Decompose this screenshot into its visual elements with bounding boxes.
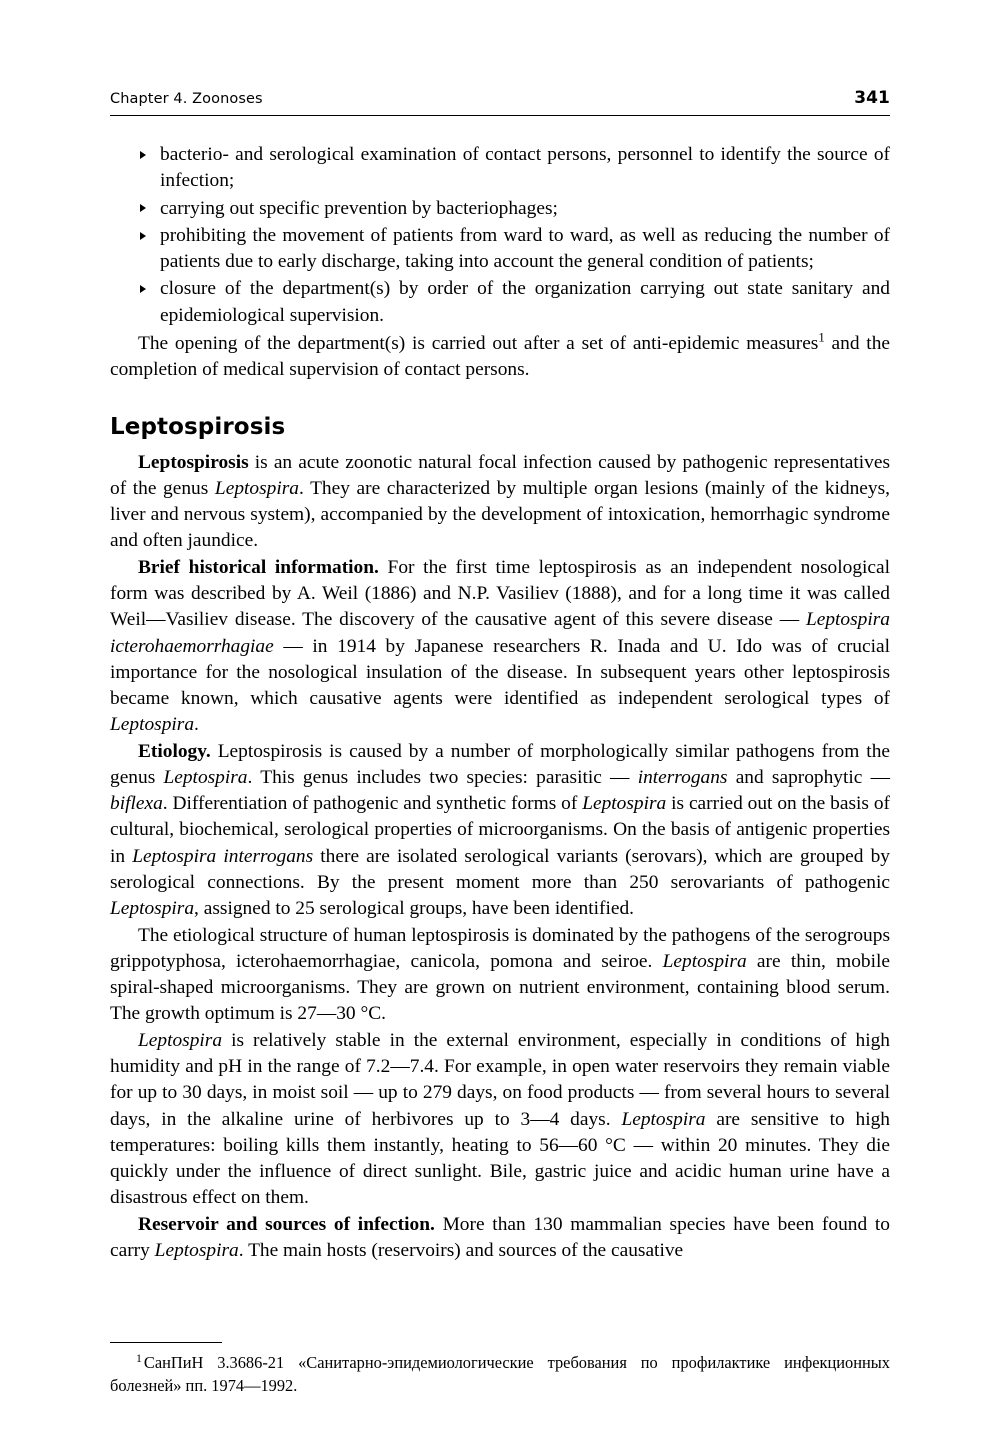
list-item-text: carrying out specific prevention by bacteriophages; xyxy=(160,197,558,219)
triangle-bullet-icon xyxy=(140,232,146,240)
footnote-rule xyxy=(110,1342,222,1343)
paragraph-lead-term: Brief historical information. xyxy=(138,556,379,578)
paragraph-body: is an acute zoonotic natural focal infection caused by pathogenic representatives of the genus Leptospira. They are characterized by multiple organ lesions (mainly of the kidneys, liver and nervous system), accompanied by the development of intoxication, hemorrhagic syndrome and often jaundice. xyxy=(110,451,891,552)
paragraph-opening-note xyxy=(110,331,890,384)
footnote-text xyxy=(110,1352,890,1397)
list-item xyxy=(138,223,890,276)
list-item-text: prohibiting the movement of patients from ward to ward, as well as reducing the number of patients due to early discharge, taking into account the general condition of patients; xyxy=(160,224,890,273)
paragraph-serogroups xyxy=(110,923,890,1028)
paragraph-text-after-note: and the completion of medical supervision of contact persons. xyxy=(110,332,890,381)
running-head-chapter: Chapter 4. Zoonoses xyxy=(110,91,263,107)
paragraph-definition xyxy=(110,450,890,555)
triangle-bullet-icon xyxy=(140,151,146,159)
paragraph-body: Leptospirosis is caused by a number of morphologically similar pathogens from the genus Leptospira. This genus includes two species: parasitic — interrogans and saprophytic — biflexa. Differentiation of pathogenic and synthetic forms of Leptospira is carried out on the basis of cultural, biochemical, serological properties of microorganisms. On the basis of antigenic properties in Leptospira interrogans there are isolated serological variants (serovars), which are grouped by serological connections. By the present moment more than 250 serovariants of pathogenic Leptospira, assigned to 25 serological groups, have been identified. xyxy=(110,740,890,920)
list-item xyxy=(138,276,890,329)
list-item-text: bacterio- and serological examination of contact persons, personnel to identify the source of infection; xyxy=(160,144,890,192)
paragraph-body: For the first time leptospirosis as an independent nosological form was described by A. Weil (1886) and N.P. Vasiliev (1888), and for a long time it was called Weil—Vasiliev disease. The discovery of the causative agent of this severe disease — Leptospira icterohaemorrhagiae — in 1914 by Japanese researchers R. Inada and U. Ido was of crucial importance for the nosological insulation of the disease. In subsequent years other leptospirosis became known, which causative agents were identified as independent serological types of Leptospira. xyxy=(110,556,890,736)
page-number: 341 xyxy=(854,88,890,108)
paragraph-body: Leptospira is relatively stable in the external environment, especially in conditions of high humidity and pH in the range of 7.2—7.4. For example, in open water reservoirs they remain viable for up to 30 days, in moist soil — up to 279 days, on food products — from several hours to several days, in the alkaline urine of herbivores up to 3—4 days. Leptospira are sensitive to high temperatures: boiling kills them instantly, heating to 56—60 °C — within 20 minutes. They die quickly under the influence of direct sunlight. Bile, gastric juice and acidic human urine have a disastrous effect on them. xyxy=(110,1029,890,1209)
paragraph-lead-term: Reservoir and sources of infection. xyxy=(138,1213,435,1235)
paragraph-history xyxy=(110,555,890,739)
paragraph-lead-term: Etiology. xyxy=(138,740,211,762)
footnote-reference-marker: 1 xyxy=(818,330,825,345)
paragraph-lead-term: Leptospirosis xyxy=(138,451,249,473)
triangle-bullet-icon xyxy=(140,285,146,293)
footnote-marker: 1 xyxy=(136,1350,142,1365)
footnote-body: СанПиН 3.3686-21 «Санитарно-эпидемиологические требования по профилактике инфекционных болезней» пп. 1974—1992. xyxy=(110,1353,890,1395)
paragraph-stability xyxy=(110,1028,890,1212)
footnote-area xyxy=(110,1342,890,1397)
bullet-list xyxy=(110,142,890,329)
paragraph-reservoir xyxy=(110,1212,890,1265)
section-heading: Leptospirosis xyxy=(110,413,286,440)
paragraph-text-before-note: The opening of the department(s) is carried out after a set of anti-epidemic measures xyxy=(138,332,819,354)
list-item xyxy=(138,196,890,222)
list-item xyxy=(138,142,890,195)
running-head xyxy=(110,88,890,116)
list-item-text: closure of the department(s) by order of the organization carrying out state sanitary and epidemiological supervision. xyxy=(160,278,890,326)
triangle-bullet-icon xyxy=(140,204,146,212)
paragraph-body: More than 130 mammalian species have been found to carry Leptospira. The main hosts (reservoirs) and sources of the causative xyxy=(110,1213,890,1261)
paragraph-etiology xyxy=(110,739,890,923)
paragraph-body: The etiological structure of human leptospirosis is dominated by the pathogens of the serogroups grippotyphosa, icterohaemorrhagiae, canicola, pomona and seiroe. Leptospira are thin, mobile spiral-shaped microorganisms. They are grown on nutrient environment, containing blood serum. The growth optimum is 27—30 °C. xyxy=(110,924,890,1025)
